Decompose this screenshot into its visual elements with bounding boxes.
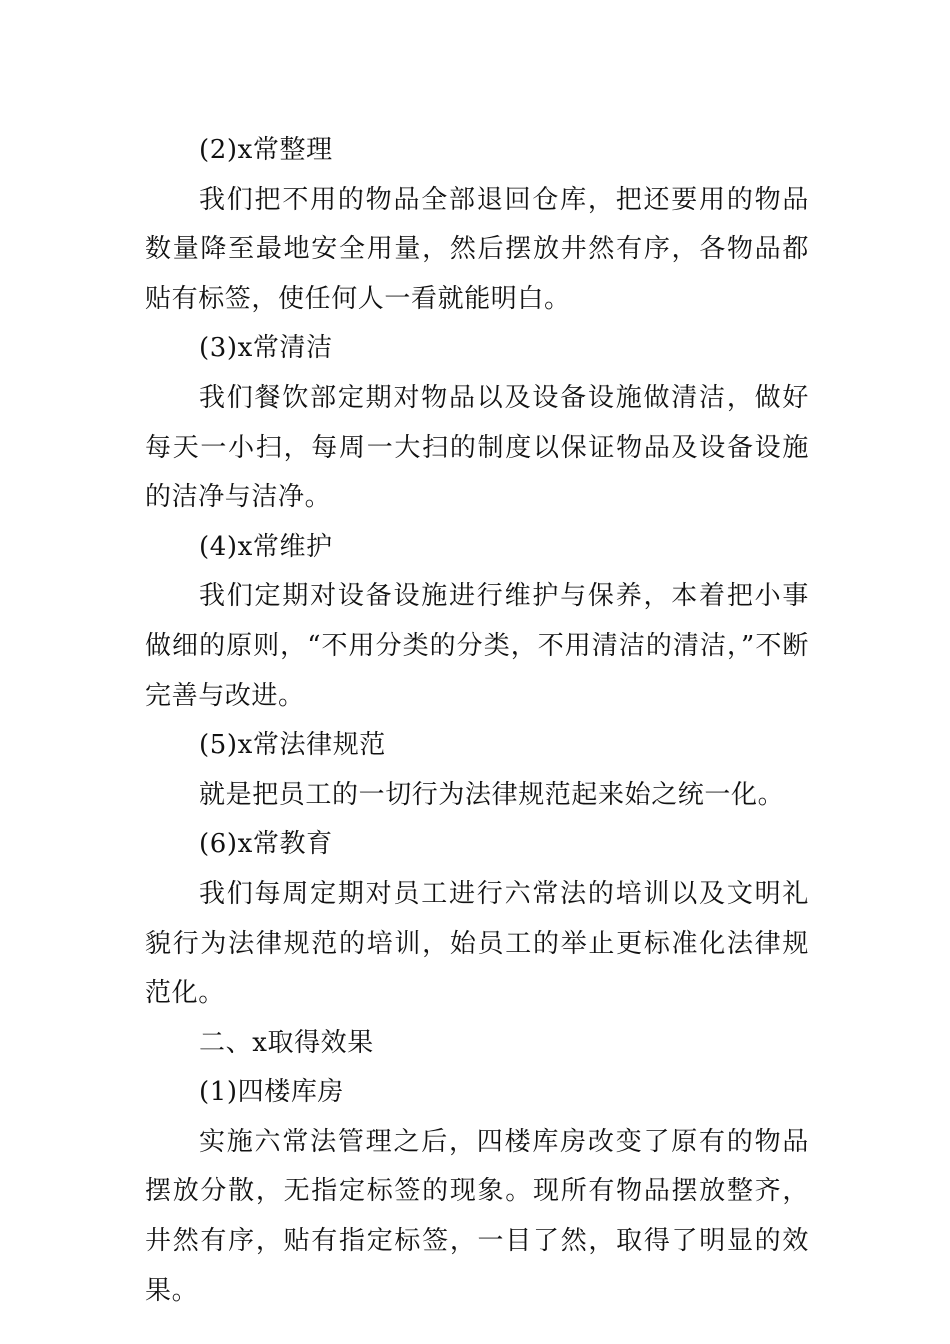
heading-regular-education: (6)x常教育 <box>199 829 333 860</box>
heading-regular-cleaning: (3)x常清洁 <box>199 333 333 364</box>
heading-regular-tidying: (2)x常整理 <box>199 135 333 165</box>
paragraph-fourth-floor-storeroom: 实施六常法管理之后，四楼库房改变了原有的物品摆放分散，无指定标签的现象。现所有物品摆放整齐，井然有序，贴有指定标签，一目了然，取得了明显的效果。 <box>145 1126 809 1306</box>
paragraph-education: 我们每周定期对员工进行六常法的培训以及文明礼貌行为法律规范的培训，始员工的举止更标准化法律规范化。 <box>145 878 809 1009</box>
paragraph-maintenance: 我们定期对设备设施进行维护与保养，本着把小事做细的原则，“不用分类的分类，不用清洁的清洁，”不断完善与改进。 <box>145 581 809 711</box>
document-body <box>145 126 809 1316</box>
paragraph-cleaning: 我们餐饮部定期对物品以及设备设施做清洁，做好每天一小扫，每周一大扫的制度以保证物品及设备设施的洁净与洁净。 <box>145 382 809 513</box>
paragraph-tidying: 我们把不用的物品全部退回仓库，把还要用的物品数量降至最地安全用量，然后摆放井然有序，各物品都贴有标签，使任何人一看就能明白。 <box>145 184 809 314</box>
heading-results: 二、x取得效果 <box>199 1027 374 1058</box>
paragraph-standardization: 就是把员工的一切行为法律规范起来始之统一化。 <box>199 779 785 810</box>
heading-regular-standardization: (5)x常法律规范 <box>199 730 386 761</box>
heading-regular-maintenance: (4)x常维护 <box>199 531 333 562</box>
heading-fourth-floor-storeroom: (1)四楼库房 <box>199 1077 345 1108</box>
